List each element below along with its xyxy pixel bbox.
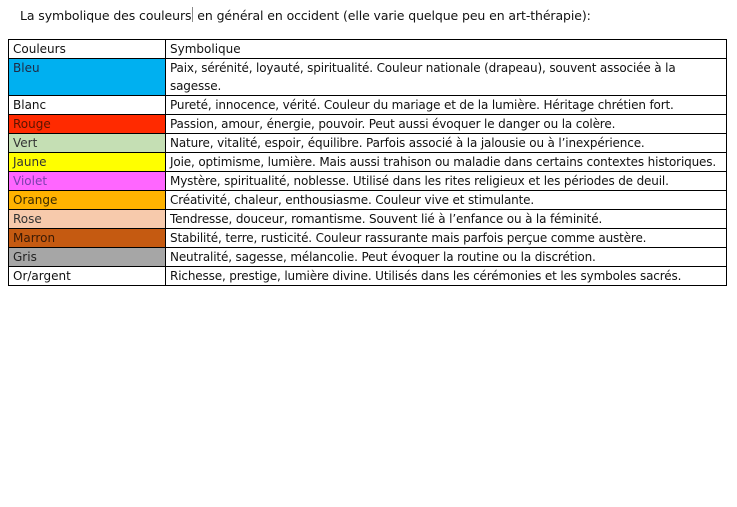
symbolism-cell (166, 96, 727, 115)
symbolism-text: Nature, vitalité, espoir, équilibre. Parfois associé à la jalousie ou à l’inexpérience. (170, 136, 645, 150)
header-couleurs: Couleurs (9, 40, 166, 59)
color-name: Rose (13, 212, 42, 226)
symbolism-text: Passion, amour, énergie, pouvoir. Peut aussi évoquer le danger ou la colère. (170, 117, 616, 131)
color-name: Violet (13, 174, 48, 188)
symbolism-cell (166, 267, 727, 286)
symbolism-cell (166, 229, 727, 248)
table-row (9, 191, 727, 210)
symbolism-cell (166, 191, 727, 210)
color-name-cell (9, 115, 166, 134)
table-row (9, 172, 727, 191)
table-row (9, 267, 727, 286)
color-name-cell (9, 229, 166, 248)
symbolism-text: Mystère, spiritualité, noblesse. Utilisé dans les rites religieux et les périodes de deuil. (170, 174, 669, 188)
symbolism-cell (166, 172, 727, 191)
intro-part-1: La symbolique des couleurs (20, 8, 192, 23)
table-header-row (9, 40, 727, 59)
color-name-cell (9, 191, 166, 210)
symbolism-cell (166, 115, 727, 134)
color-name-cell (9, 248, 166, 267)
intro-text (20, 5, 591, 27)
color-symbolism-table (8, 39, 727, 286)
color-name-cell (9, 172, 166, 191)
color-name: Vert (13, 136, 38, 150)
table-row (9, 248, 727, 267)
symbolism-text: Paix, sérénité, loyauté, spiritualité. Couleur nationale (drapeau), souvent associée à la sagesse. (170, 61, 676, 93)
symbolism-cell (166, 134, 727, 153)
table-row (9, 210, 727, 229)
header-symbolique: Symbolique (166, 40, 727, 59)
symbolism-cell (166, 59, 727, 96)
color-name: Orange (13, 193, 58, 207)
color-name-cell (9, 134, 166, 153)
table-row (9, 229, 727, 248)
symbolism-cell (166, 210, 727, 229)
color-name: Jaune (13, 155, 47, 169)
color-name-cell (9, 153, 166, 172)
color-name-cell (9, 210, 166, 229)
color-name: Rouge (13, 117, 51, 131)
table-row (9, 59, 727, 96)
intro-part-2: en général en occident (elle varie quelque peu en art-thérapie): (193, 8, 591, 23)
color-name-cell (9, 59, 166, 96)
color-name: Or/argent (13, 269, 71, 283)
symbolism-text: Joie, optimisme, lumière. Mais aussi trahison ou maladie dans certains contextes historiques. (170, 155, 717, 169)
color-name: Gris (13, 250, 37, 264)
symbolism-text: Stabilité, terre, rusticité. Couleur rassurante mais parfois perçue comme austère. (170, 231, 647, 245)
symbolism-text: Tendresse, douceur, romantisme. Souvent lié à l’enfance ou à la féminité. (170, 212, 603, 226)
table-row (9, 153, 727, 172)
color-name: Blanc (13, 98, 47, 112)
symbolism-text: Richesse, prestige, lumière divine. Utilisés dans les cérémonies et les symboles sacrés. (170, 269, 682, 283)
symbolism-cell (166, 248, 727, 267)
color-name-cell (9, 267, 166, 286)
table-row (9, 115, 727, 134)
color-name: Bleu (13, 61, 40, 75)
table-row (9, 96, 727, 115)
symbolism-text: Neutralité, sagesse, mélancolie. Peut évoquer la routine ou la discrétion. (170, 250, 596, 264)
symbolism-cell (166, 153, 727, 172)
color-name: Marron (13, 231, 56, 245)
color-name-cell (9, 96, 166, 115)
symbolism-text: Pureté, innocence, vérité. Couleur du mariage et de la lumière. Héritage chrétien fort. (170, 98, 674, 112)
symbolism-text: Créativité, chaleur, enthousiasme. Couleur vive et stimulante. (170, 193, 535, 207)
table-row (9, 134, 727, 153)
